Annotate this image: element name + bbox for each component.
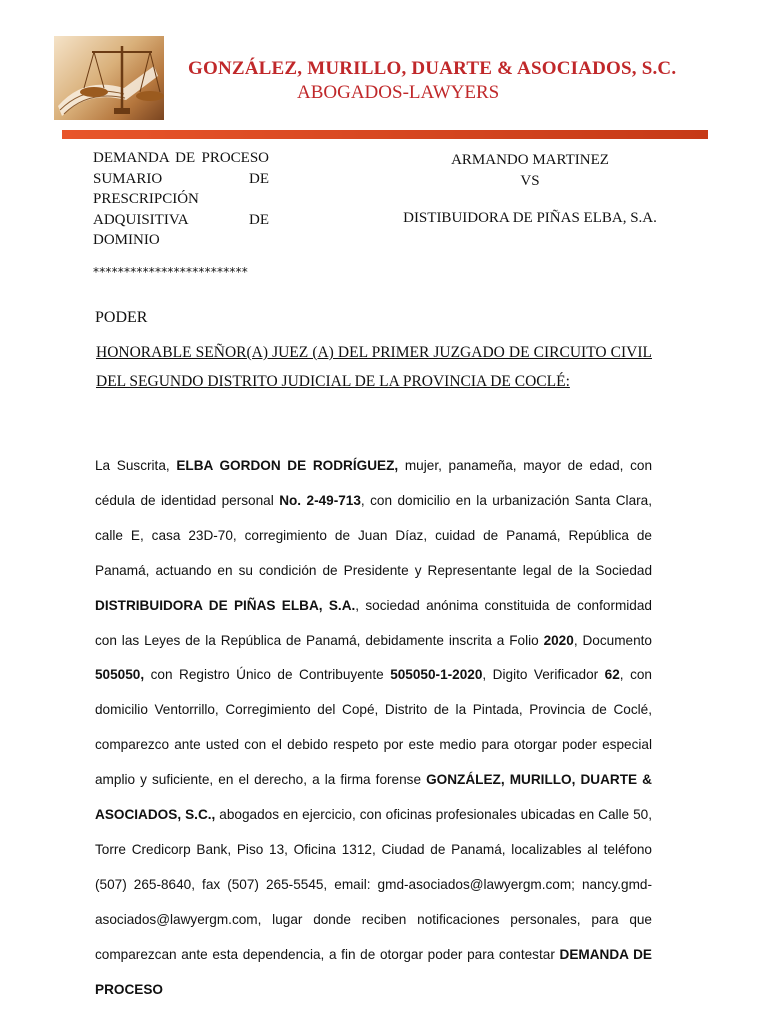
body-text: con Registro Único de Contribuyente <box>144 667 391 683</box>
body-text: mujer, panameña, mayor de edad, con cédula de identidad personal <box>95 458 653 508</box>
body-text: , Digito Verificador <box>482 667 605 683</box>
case-parties <box>350 150 710 229</box>
dv-number: 62 <box>604 667 620 683</box>
header-divider <box>62 130 708 139</box>
firm-subtitle: ABOGADOS-LAWYERS <box>297 82 500 103</box>
company-name: DISTRIBUIDORA DE PIÑAS ELBA, S.A. <box>95 597 356 613</box>
folio-number: 2020 <box>543 632 574 648</box>
body-text: , con domicilio en la urbanización Santa Clara, calle E, casa 23D-70, corregimiento de Juan Díaz, cuidad de Panamá, República de Panamá, actuando en su condición de Presidente y Representante legal de la Sociedad <box>95 492 652 578</box>
document-title: PODER <box>95 309 148 326</box>
ruc-number: 505050-1-2020 <box>390 667 483 683</box>
body-text: abogados en ejercicio, con oficinas profesionales ubicadas en Calle 50, Torre Credicorp Bank, Piso 13, Oficina 1312, Ciudad de Panamá, localizables al teléfono (507) 265-8640, fax (507) 265-5545, email: gmd-asociados@lawyergm.com; nancy.gmd-asociados@lawyergm.com, lugar donde reciben notificaciones personales, para que comparezcan ante esta dependencia, a fin de otorgar poder para contestar <box>95 807 652 962</box>
demanda-bold: DEMANDA DE PROCESO <box>95 946 653 997</box>
body-text: , Documento <box>573 632 652 648</box>
case-type: DEMANDA DE PROCESO SUMARIO DE PRESCRIPCIÓN ADQUISITIVA DE DOMINIO <box>93 150 269 248</box>
body-text: , sociedad anónima constituida de conformidad con las Leyes de la República de Panamá, debidamente inscrita a Folio <box>95 597 652 648</box>
id-number: No. 2-49-713 <box>279 492 361 508</box>
versus-label: VS <box>520 172 540 189</box>
body-text: La Suscrita, <box>95 458 177 473</box>
firm-logo <box>54 36 164 120</box>
power-of-attorney-body <box>95 449 652 1008</box>
firm-name-bold: GONZÁLEZ, MURILLO, DUARTE & ASOCIADOS, S.C., <box>95 772 653 823</box>
court-addressee: HONORABLE SEÑOR(A) JUEZ (A) DEL PRIMER JUZGADO DE CIRCUITO CIVIL DEL SEGUNDO DISTRITO JUDICIAL DE LA PROVINCIA DE COCLÉ: <box>96 344 652 390</box>
firm-name: GONZÁLEZ, MURILLO, DUARTE & ASOCIADOS, S.C. <box>188 58 677 79</box>
defendant-name: DISTIBUIDORA DE PIÑAS ELBA, S.A. <box>403 210 657 226</box>
plaintiff-name: ARMANDO MARTINEZ <box>451 152 609 168</box>
document-number: 505050, <box>95 667 145 683</box>
scales-of-justice-icon <box>54 36 164 120</box>
body-text: , con domicilio Ventorrillo, Corregimiento del Copé, Distrito de la Pintada, Provincia de Coclé, comparezco ante usted con el debido respeto por este medio para otorgar poder especial amplio y suficiente, en el derecho, a la firma forense <box>95 667 652 788</box>
separator-stars: ************************* <box>93 265 248 279</box>
grantor-name: ELBA GORDON DE RODRÍGUEZ, <box>176 458 399 473</box>
